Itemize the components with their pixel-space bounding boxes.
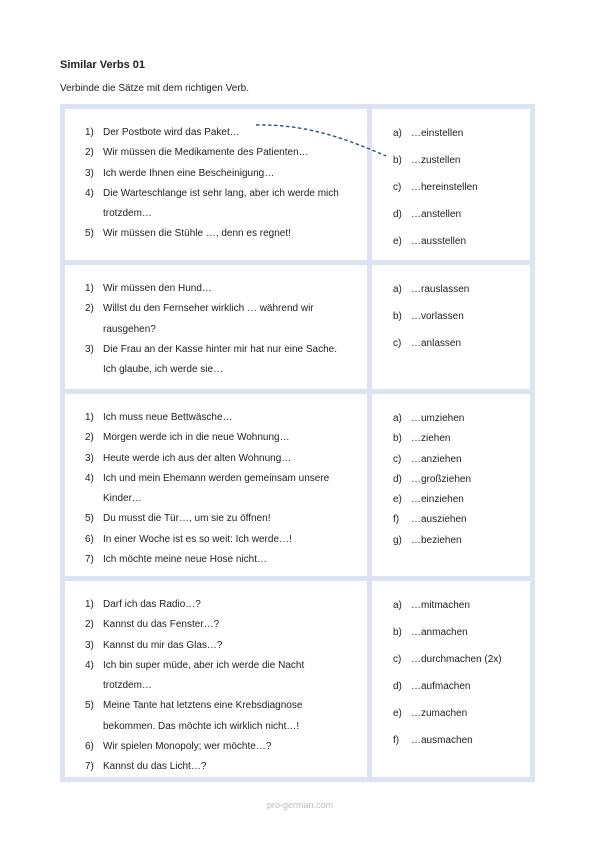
question-item [85,184,353,225]
question-number: 1) [85,412,94,423]
question-item [85,469,353,510]
question-text: Die Frau an der Kasse hinter mir hat nur eine Sache. Ich glaube, ich werde sie… [103,343,338,376]
answer-text: …einziehen [411,494,464,506]
answer-letter: a) [393,284,402,295]
question-item [85,428,353,448]
answer-text: …zustellen [411,155,461,166]
answer-item [393,124,530,151]
question-item [85,143,353,163]
answer-letter: b) [393,627,402,638]
answer-letter: d) [393,681,402,692]
section-4-questions [65,581,367,777]
question-number: 2) [85,303,94,315]
question-text: Morgen werde ich in die neue Wohnung… [103,432,290,444]
question-text: Wir müssen die Stühle …, denn es regnet! [103,228,291,240]
answer-item [393,232,530,259]
question-number: 6) [85,533,94,545]
section-2-questions [65,265,367,389]
question-text: Ich muss neue Bettwäsche… [103,412,233,423]
question-text: In einer Woche ist es so weit: Ich werde…! [103,533,292,545]
question-text: Ich möchte meine neue Hose nicht… [103,554,267,566]
answer-letter: f) [393,735,400,746]
question-text: Wir spielen Monopoly; wer möchte…? [103,741,272,753]
question-number: 3) [85,167,94,179]
question-number: 2) [85,147,94,159]
answer-item [393,677,530,704]
exercise-grid [60,104,535,782]
answer-letter: d) [393,209,402,220]
answer-letter: c) [393,453,402,465]
question-number: 5) [85,700,94,712]
question-number: 1) [85,283,94,294]
answer-item [393,205,530,232]
answer-text: …hereinstellen [411,182,478,193]
answer-item [393,531,530,551]
section-3-answers [372,394,530,576]
answer-item [393,731,530,758]
answer-item [393,704,530,731]
question-text: Kannst du das Licht…? [103,761,207,773]
answer-letter: b) [393,433,402,445]
section-1-answers [372,109,530,260]
answer-letter: d) [393,473,402,485]
footer-site-url: pro-german.com [266,800,334,810]
question-number: 4) [85,187,94,199]
question-text: Wir müssen den Hund… [103,283,212,294]
answer-item [393,429,530,449]
answer-item [393,280,530,307]
question-item [85,279,353,299]
question-item [85,408,353,428]
question-text: Darf ich das Radio…? [103,599,201,610]
answer-text: …durchmachen (2x) [411,654,502,665]
answer-text: …einstellen [411,128,464,139]
answer-letter: e) [393,708,402,719]
question-item [85,299,353,340]
answer-text: …rauslassen [411,284,470,295]
answer-item [393,450,530,470]
question-item [85,340,353,381]
question-number: 4) [85,659,94,671]
answer-letter: a) [393,600,402,611]
question-text: Meine Tante hat letztens eine Krebsdiagnose bekommen. Das möchte ich wirklich nicht…! [103,700,303,732]
answer-text: …zumachen [411,708,468,719]
answer-item [393,470,530,490]
answer-item [393,151,530,178]
answer-letter: e) [393,494,402,506]
question-text: Ich und mein Ehemann werden gemeinsam unsere Kinder… [103,472,330,505]
answer-text: …mitmachen [411,600,470,611]
question-text: Kannst du mir das Glas…? [103,639,223,651]
answer-item [393,650,530,677]
section-4-answers [372,581,530,777]
question-item [85,636,353,656]
answer-letter: c) [393,182,402,193]
answer-text: …ausmachen [411,735,473,746]
answer-letter: b) [393,311,402,322]
question-text: Du musst die Tür…, um sie zu öffnen! [103,513,271,525]
question-item [85,595,353,615]
answer-item [393,409,530,429]
question-item [85,615,353,635]
answer-letter: e) [393,236,402,247]
question-item [85,449,353,469]
answer-text: …ziehen [411,433,451,445]
question-number: 1) [85,127,94,138]
question-text: Kannst du das Fenster…? [103,619,220,631]
section-1-questions [65,109,367,260]
question-text: Der Postbote wird das Paket… [103,127,240,138]
question-number: 7) [85,554,94,566]
answer-text: …anlassen [411,338,462,349]
answer-letter: b) [393,155,402,166]
question-item [85,509,353,529]
section-3-questions [65,394,367,576]
question-item [85,530,353,550]
question-number: 4) [85,472,94,484]
answer-item [393,510,530,530]
question-number: 6) [85,741,94,753]
question-text: Wir müssen die Medikamente des Patienten… [103,147,309,159]
question-item [85,656,353,697]
question-number: 3) [85,452,94,464]
question-text: Heute werde ich aus der alten Wohnung… [103,452,292,464]
answer-item [393,623,530,650]
question-item [85,757,353,777]
answer-letter: a) [393,413,402,424]
question-number: 2) [85,619,94,631]
answer-text: …ausstellen [411,236,467,247]
answer-text: …anstellen [411,209,462,220]
answer-letter: g) [393,534,402,546]
section-2-answers [372,265,530,389]
answer-letter: c) [393,654,402,665]
question-item [85,224,353,244]
answer-item [393,178,530,205]
answer-item [393,334,530,361]
answer-text: …anmachen [411,627,468,638]
answer-item [393,596,530,623]
question-number: 3) [85,639,94,651]
question-item [85,164,353,184]
answer-text: …anziehen [411,453,462,465]
answer-text: …großziehen [411,473,472,485]
question-item [85,737,353,757]
answer-text: …vorlassen [411,311,464,322]
worksheet-title: Similar Verbs 01 [60,59,145,71]
question-item [85,696,353,737]
instruction-text: Verbinde die Sätze mit dem richtigen Verb. [60,83,249,94]
question-number: 5) [85,513,94,525]
answer-letter: a) [393,128,402,139]
answer-text: …aufmachen [411,681,471,692]
answer-text: …ausziehen [411,514,467,526]
question-text: Die Warteschlange ist sehr lang, aber ich werde mich trotzdem… [103,187,339,220]
question-text: Ich bin super müde, aber ich werde die Nacht trotzdem… [103,659,305,692]
question-number: 7) [85,761,94,773]
answer-letter: c) [393,338,402,349]
answer-letter: f) [393,514,400,526]
question-number: 1) [85,599,94,610]
question-text: Willst du den Fernseher wirklich … während wir rausgehen? [103,303,314,335]
answer-text: …beziehen [411,534,462,546]
question-item [85,123,353,143]
question-item [85,550,353,570]
question-number: 3) [85,343,94,355]
question-number: 5) [85,228,94,240]
question-number: 2) [85,432,94,444]
answer-item [393,307,530,334]
question-text: Ich werde Ihnen eine Bescheinigung… [103,167,275,179]
answer-item [393,490,530,510]
answer-text: …umziehen [411,413,465,424]
